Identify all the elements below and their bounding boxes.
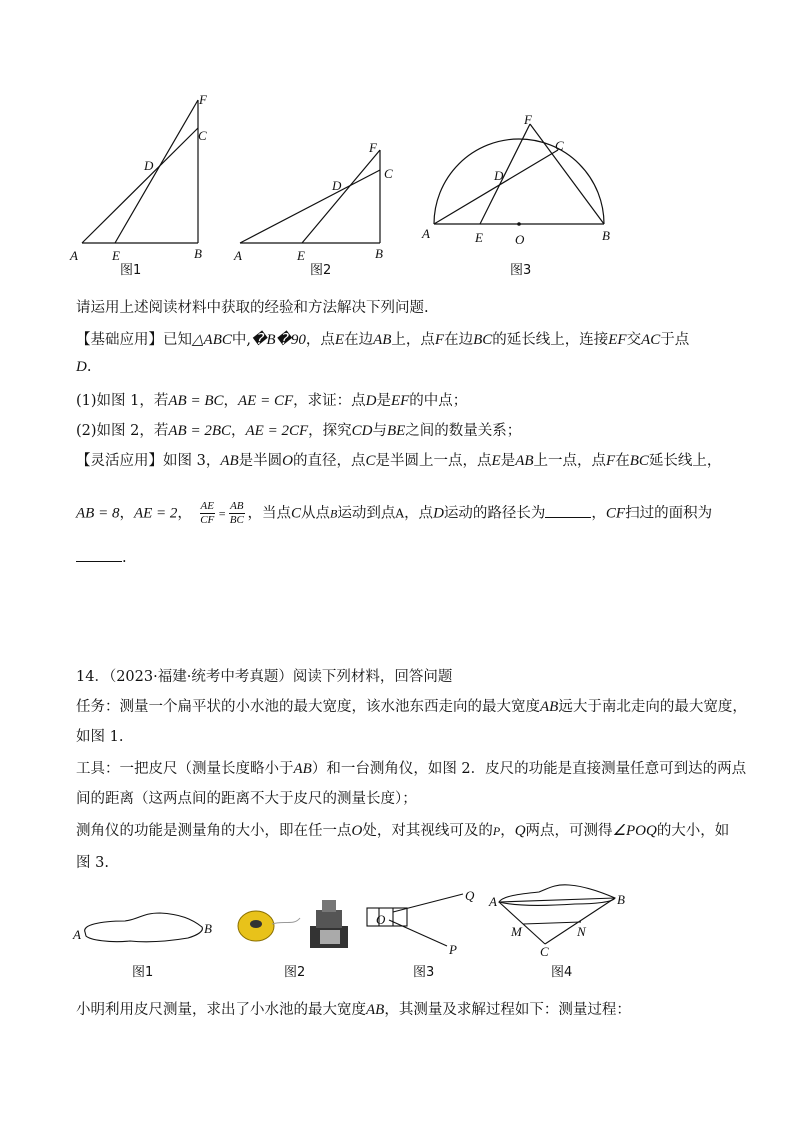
fig1-label-B: B xyxy=(194,246,202,261)
fig1-label-A: A xyxy=(70,248,78,263)
angle-line-cont: 图 3. xyxy=(76,855,109,871)
pool-label-A: A xyxy=(73,927,81,942)
fig2-label-A: A xyxy=(234,248,242,263)
figure-tape-and-theodolite xyxy=(234,896,359,956)
fig2-label-C: C xyxy=(384,166,393,181)
bottom-fig3-caption: 图3 xyxy=(413,965,435,980)
task-line-cont: 如图 1. xyxy=(76,729,124,745)
fig3-label-C: C xyxy=(555,138,564,153)
figure-angle-measure xyxy=(365,888,485,958)
question-1: (1)如图 1，若AB = BC，AE = CF，求证：点D是EF的中点； xyxy=(76,393,468,409)
bottom-fig4-caption: 图4 xyxy=(551,965,573,980)
figure-2-triangle xyxy=(230,138,405,268)
fig3-caption: 图3 xyxy=(510,263,532,278)
task-line: 任务：测量一个扁平状的小水池的最大宽度，该水池东西走向的最大宽度AB远大于南北走向的最大宽度， xyxy=(76,699,747,715)
basic-application: 【基础应用】已知△ABC中,�B�90，点E在边AB上，点F在边BC的延长线上，连接EF交AC于点 xyxy=(76,332,690,348)
fig2-label-E: E xyxy=(297,248,305,263)
fig1-label-C: C xyxy=(198,128,207,143)
fraction-ab-bc: $\frac{AB}{BC}$ xyxy=(229,500,244,526)
fig3-label-O: O xyxy=(515,232,525,247)
fig3-label-D: D xyxy=(494,168,504,183)
tool-line: 工具：一把皮尺（测量长度略小于AB）和一台测角仪，如图 2．皮尺的功能是直接测量任意可到达的两点 xyxy=(76,761,747,777)
fig1-label-D: D xyxy=(144,158,154,173)
tri-label-C: C xyxy=(540,944,549,957)
figure-pool-outline xyxy=(70,905,220,953)
tri-label-N: N xyxy=(577,924,586,939)
angle-label-O: O xyxy=(376,912,386,927)
angle-line: 测角仪的功能是测量角的大小，即在任一点O处，对其视线可及的P，Q两点，可测得∠POQ的大小，如 xyxy=(76,823,730,839)
flexible-application: 【灵活应用】如图 3，AB是半圆O的直径，点C是半圆上一点，点E是AB上一点，点F在BC延长线上， xyxy=(76,453,722,469)
flexible-application-cont: AB = 8，AE = 2， $\frac{AE}{CF}$ = $\frac{AB}{BC}$ ，当点C从点B运动到点A，点D运动的路径长为 ，CF扫过的面积为 xyxy=(76,500,713,526)
fig3-label-F: F xyxy=(524,112,532,127)
bottom-fig1-caption: 图1 xyxy=(132,965,154,980)
figure-pool-triangle xyxy=(485,882,635,957)
final-line: 小明利用皮尺测量，求出了小水池的最大宽度AB，其测量及求解过程如下：测量过程： xyxy=(76,1002,631,1018)
angle-label-Q: Q xyxy=(465,888,475,903)
fraction-ae-cf: $\frac{AE}{CF}$ xyxy=(200,500,215,526)
tool-line-cont: 间的距离（这两点间的距离不大于皮尺的测量长度）； xyxy=(76,791,417,807)
fig1-caption: 图1 xyxy=(120,263,142,278)
fig3-label-B: B xyxy=(602,228,610,243)
fig2-label-D: D xyxy=(332,178,342,193)
pool-label-B: B xyxy=(204,921,212,936)
bottom-fig2-caption: 图2 xyxy=(284,965,306,980)
fig2-caption: 图2 xyxy=(310,263,332,278)
fig3-label-A: A xyxy=(422,226,430,241)
fig2-label-F: F xyxy=(369,140,377,155)
fig1-label-E: E xyxy=(112,248,120,263)
tri-label-B: B xyxy=(617,892,625,907)
intro-line: 请运用上述阅读材料中获取的经验和方法解决下列问题. xyxy=(76,300,429,316)
tri-label-A: A xyxy=(489,894,497,909)
basic-application-cont: D. xyxy=(76,359,92,375)
figure-3-semicircle xyxy=(418,112,618,257)
problem-14-header: 14．（2023·福建·统考中考真题）阅读下列材料，回答问题 xyxy=(76,669,453,685)
figure-1-triangle xyxy=(60,88,220,273)
tri-label-M: M xyxy=(511,924,522,939)
answer-blank-path[interactable] xyxy=(545,505,591,518)
fig3-label-E: E xyxy=(475,230,483,245)
angle-label-P: P xyxy=(449,942,457,957)
flexible-application-end: . xyxy=(76,548,127,568)
fig1-label-F: F xyxy=(199,92,207,107)
fig2-label-B: B xyxy=(375,246,383,261)
answer-blank-area[interactable] xyxy=(76,549,122,562)
question-2: (2)如图 2，若AB = 2BC，AE = 2CF，探究CD与BE之间的数量关系； xyxy=(76,423,522,439)
